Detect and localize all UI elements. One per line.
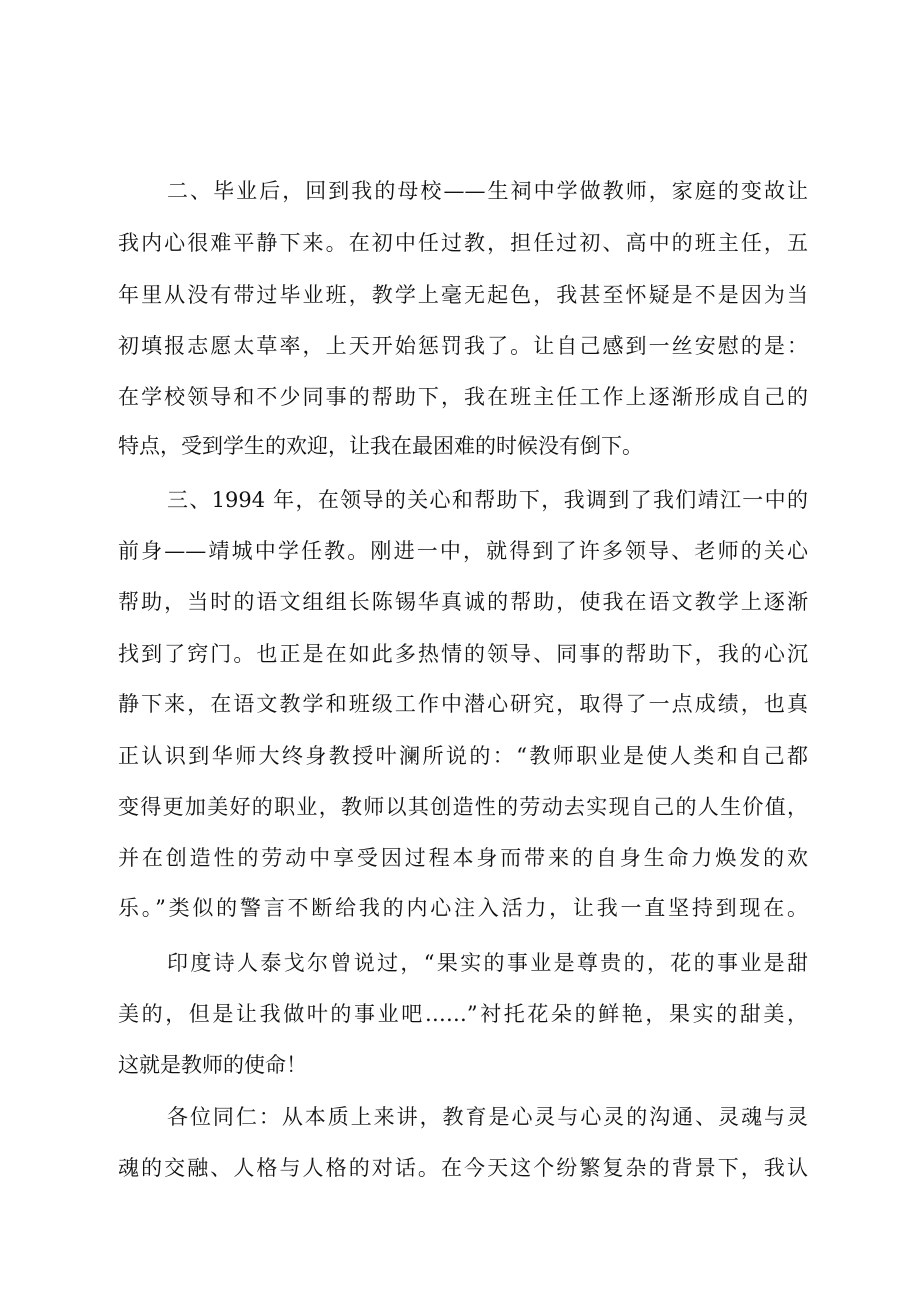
paragraph-line: 三、1994 年，在领导的关心和帮助下，我调到了我们靖江一中的: [167, 488, 808, 512]
paragraph-line: 年里从没有带过毕业班，教学上毫无起色，我甚至怀疑是不是因为当: [118, 283, 808, 307]
paragraph-line: 初填报志愿太草率，上天开始惩罚我了。让自己感到一丝安慰的是：: [118, 334, 808, 358]
paragraph-line: 帮助，当时的语文组组长陈锡华真诚的帮助，使我在语文教学上逐渐: [118, 590, 808, 614]
paragraph-line: 乐。”类似的警言不断给我的内心注入活力，让我一直坚持到现在。: [118, 896, 808, 920]
paragraph-line: 并在创造性的劳动中享受因过程本身而带来的自身生命力焕发的欢: [118, 846, 808, 870]
paragraph-line: 美的，但是让我做叶的事业吧……”衬托花朵的鲜艳，果实的甜美，: [118, 1002, 808, 1026]
paragraph-line: 在学校领导和不少同事的帮助下，我在班主任工作上逐渐形成自己的: [118, 385, 808, 409]
paragraph-line: 这就是教师的使命！: [118, 1053, 307, 1077]
paragraph-line: 印度诗人泰戈尔曾说过，“果实的事业是尊贵的，花的事业是甜: [167, 951, 808, 975]
paragraph-line: 变得更加美好的职业，教师以其创造性的劳动去实现自己的人生价值，: [118, 795, 808, 819]
paragraph-line: 前身——靖城中学任教。刚进一中，就得到了许多领导、老师的关心: [118, 539, 808, 563]
paragraph-line: 找到了窍门。也正是在如此多热情的领导、同事的帮助下，我的心沉: [118, 642, 808, 666]
paragraph-line: 魂的交融、人格与人格的对话。在今天这个纷繁复杂的背景下，我认: [118, 1156, 808, 1180]
paragraph-line: 静下来，在语文教学和班级工作中潜心研究，取得了一点成绩，也真: [118, 692, 808, 716]
paragraph-line: 各位同仁：从本质上来讲，教育是心灵与心灵的沟通、灵魂与灵: [167, 1105, 808, 1129]
paragraph-line: 二、毕业后，回到我的母校——生祠中学做教师，家庭的变故让: [167, 179, 808, 203]
paragraph-line: 正认识到华师大终身教授叶澜所说的：“教师职业是使人类和自己都: [118, 744, 808, 768]
paragraph-line: 特点，受到学生的欢迎，让我在最困难的时候没有倒下。: [118, 434, 643, 458]
paragraph-line: 我内心很难平静下来。在初中任过教，担任过初、高中的班主任，五: [118, 231, 808, 255]
